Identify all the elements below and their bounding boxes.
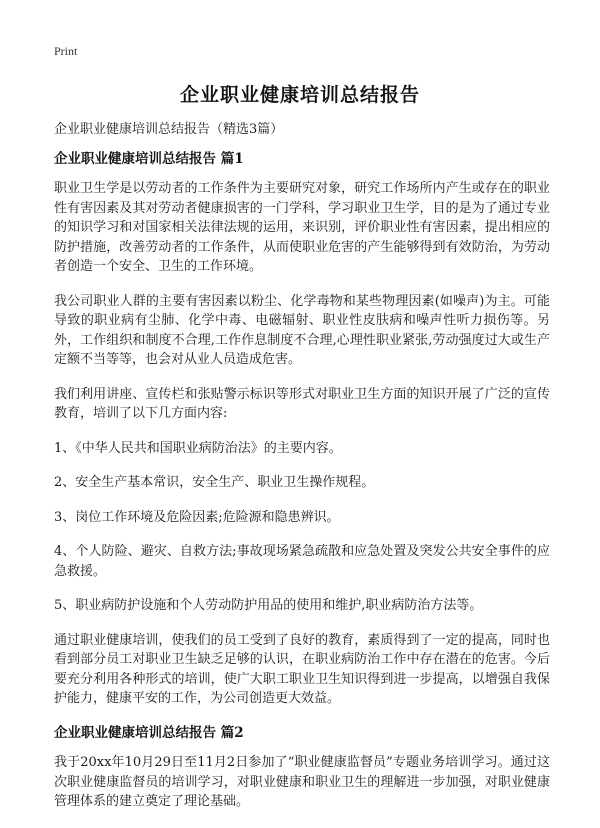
print-label[interactable]: Print [54,44,78,58]
closing-paragraph: 通过职业健康培训，使我们的员工受到了良好的教育，素质得到了一定的提高，同时也看到部分员工对职业卫生缺乏足够的认识，在职业病防治工作中存在潜在的危害。今后要充分利用各种形式的培训，使广大职工职业卫生知识得到进一步提高，以增强自我保护能力，健康平安的工作，为公司创造更大效益。 [54,632,550,706]
list-item: 3、岗位工作环境及危险因素;危险源和隐患辨识。 [54,509,340,525]
document-title: 企业职业健康培训总结报告 [179,84,420,106]
document-subtitle: 企业职业健康培训总结报告（精选3篇） [54,122,284,137]
list-item: 5、职业病防护设施和个人劳动防护用品的使用和维护,职业病防治方法等。 [54,598,483,613]
paragraph: 我于20xx年10月29日至11月2日参加了“职业健康监督员”专题业务培训学习。通过这次职业健康监督员的培训学习，对职业健康和职业卫生的理解进一步加强，对职业健康管理体系的建立奠定了理论基础。 [54,755,550,809]
paragraph: 我公司职业人群的主要有害因素以粉尘、化学毒物和某些物理因素(如噪声)为主。可能导致的职业病有尘肺、化学中毒、电磁辐射、职业性皮肤病和噪声性听力损伤等。另外，工作组织和制度不合理,工作作息制度不合理,心理性职业紧张,劳动强度过大或生产定额不当等等，也会对从业人员造成危害。 [54,293,550,367]
list-item: 1、《中华人民共和国职业病防治法》的主要内容。 [54,440,342,456]
paragraph: 职业卫生学是以劳动者的工作条件为主要研究对象，研究工作场所内产生或存在的职业性有害因素及其对劳动者健康损害的一门学科，学习职业卫生学，目的是为了通过专业的知识学习和对国家相关法律法规的运用，来识别，评价职业性有害因素，提出相应的防护措施，改善劳动者的工作条件，从而使职业危害的产生能够得到有效防治，为劳动者创造一个安全、卫生的工作环境。 [54,181,550,274]
document-body [54,120,550,827]
section-heading-1: 企业职业健康培训总结报告 篇1 [54,150,244,167]
paragraph: 我们利用讲座、宣传栏和张贴警示标识等形式对职业卫生方面的知识开展了广泛的宣传教育，培训了以下几方面内容: [54,386,550,421]
list-item: 4、个人防险、避灾、自救方法;事故现场紧急疏散和应急处置及突发公共安全事件的应急救援。 [54,544,550,579]
section-heading-2: 企业职业健康培训总结报告 篇2 [54,724,244,741]
list-item: 2、安全生产基本常识，安全生产、职业卫生操作规程。 [54,475,375,490]
